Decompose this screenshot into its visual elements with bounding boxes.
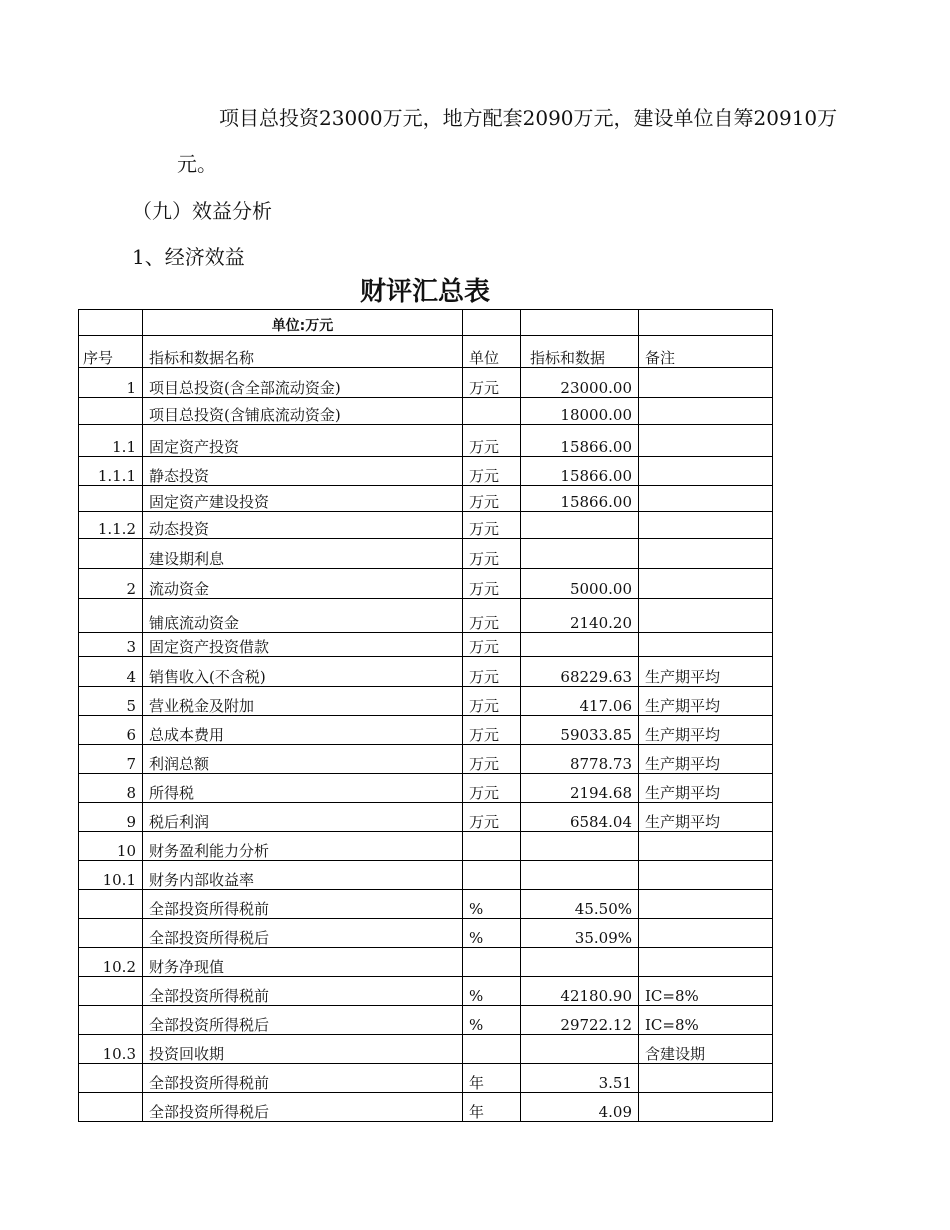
table-row: [79, 832, 773, 861]
table-row: [79, 774, 773, 803]
row-name: 流动资金: [143, 569, 463, 599]
table-row: [79, 1035, 773, 1064]
row-seq: 3: [79, 633, 143, 657]
row-value: 35.09%: [521, 919, 639, 948]
table-row: [79, 539, 773, 569]
row-value: 8778.73: [521, 745, 639, 774]
header-note: 备注: [639, 336, 773, 368]
row-unit: 年: [463, 1064, 521, 1093]
row-seq: [79, 1064, 143, 1093]
row-note: [639, 398, 773, 425]
row-seq: [79, 599, 143, 633]
row-note: [639, 599, 773, 633]
table-row: [79, 890, 773, 919]
row-value: 68229.63: [521, 657, 639, 687]
unit-row-empty-cell: [521, 310, 639, 336]
header-name: 指标和数据名称: [143, 336, 463, 368]
row-unit: 万元: [463, 486, 521, 512]
row-value: 15866.00: [521, 457, 639, 486]
row-name: 投资回收期: [143, 1035, 463, 1064]
row-note: [639, 948, 773, 977]
row-seq: 7: [79, 745, 143, 774]
row-unit: %: [463, 890, 521, 919]
row-unit: [463, 398, 521, 425]
unit-label: 单位:万元: [143, 310, 463, 336]
row-value: 4.09: [521, 1093, 639, 1122]
row-name: 项目总投资(含铺底流动资金): [143, 398, 463, 425]
row-note: 生产期平均: [639, 716, 773, 745]
intro-line-2: 元。: [177, 152, 217, 176]
table-row: [79, 716, 773, 745]
row-seq: 1.1.2: [79, 512, 143, 539]
row-name: 全部投资所得税后: [143, 1006, 463, 1035]
row-unit: 万元: [463, 368, 521, 398]
row-note: [639, 919, 773, 948]
row-unit: 万元: [463, 539, 521, 569]
row-value: 42180.90: [521, 977, 639, 1006]
row-unit: 万元: [463, 745, 521, 774]
unit-row: [79, 310, 773, 336]
row-seq: 1.1: [79, 425, 143, 457]
unit-row-empty-cell: [463, 310, 521, 336]
row-value: 5000.00: [521, 569, 639, 599]
row-unit: [463, 1035, 521, 1064]
table-title: 财评汇总表: [359, 277, 490, 307]
row-seq: 6: [79, 716, 143, 745]
row-note: 生产期平均: [639, 745, 773, 774]
row-value: [521, 1035, 639, 1064]
row-note: [639, 569, 773, 599]
row-seq: [79, 977, 143, 1006]
row-value: 18000.00: [521, 398, 639, 425]
table-row: [79, 861, 773, 890]
row-note: [639, 512, 773, 539]
table-row: [79, 512, 773, 539]
row-value: 15866.00: [521, 486, 639, 512]
row-note: [639, 861, 773, 890]
row-unit: 年: [463, 1093, 521, 1122]
row-seq: 8: [79, 774, 143, 803]
row-name: 固定资产投资: [143, 425, 463, 457]
row-note: [639, 832, 773, 861]
row-seq: 1: [79, 368, 143, 398]
table-row: [79, 398, 773, 425]
table-row: [79, 657, 773, 687]
row-value: [521, 539, 639, 569]
row-value: 2140.20: [521, 599, 639, 633]
row-name: 总成本费用: [143, 716, 463, 745]
row-seq: [79, 539, 143, 569]
row-name: 所得税: [143, 774, 463, 803]
row-value: [521, 861, 639, 890]
table-row: [79, 486, 773, 512]
row-seq: [79, 486, 143, 512]
row-seq: 10.3: [79, 1035, 143, 1064]
row-value: 45.50%: [521, 890, 639, 919]
row-name: 销售收入(不含税): [143, 657, 463, 687]
table-row: [79, 948, 773, 977]
row-value: 59033.85: [521, 716, 639, 745]
row-note: [639, 425, 773, 457]
row-seq: [79, 890, 143, 919]
row-unit: [463, 832, 521, 861]
row-note: [639, 1064, 773, 1093]
row-value: 15866.00: [521, 425, 639, 457]
row-name: 营业税金及附加: [143, 687, 463, 716]
row-unit: [463, 948, 521, 977]
row-note: IC=8%: [639, 977, 773, 1006]
header-row: [79, 336, 773, 368]
row-name: 固定资产建设投资: [143, 486, 463, 512]
section-heading: （九）效益分析: [132, 199, 272, 223]
row-unit: [463, 861, 521, 890]
row-name: 静态投资: [143, 457, 463, 486]
row-unit: %: [463, 977, 521, 1006]
row-note: [639, 539, 773, 569]
row-unit: 万元: [463, 687, 521, 716]
row-seq: [79, 1006, 143, 1035]
row-value: 3.51: [521, 1064, 639, 1093]
table-row: [79, 803, 773, 832]
row-seq: 2: [79, 569, 143, 599]
row-seq: 4: [79, 657, 143, 687]
row-value: 417.06: [521, 687, 639, 716]
row-note: 生产期平均: [639, 657, 773, 687]
table-row: [79, 425, 773, 457]
row-value: 23000.00: [521, 368, 639, 398]
row-value: [521, 633, 639, 657]
row-name: 建设期利息: [143, 539, 463, 569]
table-row: [79, 687, 773, 716]
table-row: [79, 457, 773, 486]
row-value: 6584.04: [521, 803, 639, 832]
row-value: 29722.12: [521, 1006, 639, 1035]
header-seq: 序号: [79, 336, 143, 368]
row-note: 生产期平均: [639, 774, 773, 803]
row-seq: 10.2: [79, 948, 143, 977]
intro-line-1: 项目总投资23000万元，地方配套2090万元，建设单位自筹20910万: [219, 106, 838, 130]
row-note: [639, 457, 773, 486]
row-seq: 1.1.1: [79, 457, 143, 486]
row-unit: %: [463, 919, 521, 948]
row-note: 生产期平均: [639, 803, 773, 832]
row-name: 全部投资所得税前: [143, 890, 463, 919]
row-value: [521, 948, 639, 977]
row-unit: 万元: [463, 457, 521, 486]
row-seq: 5: [79, 687, 143, 716]
row-note: [639, 368, 773, 398]
row-name: 全部投资所得税后: [143, 1093, 463, 1122]
row-unit: 万元: [463, 803, 521, 832]
financial-summary-table: [78, 309, 773, 1122]
table-row: [79, 1006, 773, 1035]
row-note: [639, 633, 773, 657]
row-name: 财务盈利能力分析: [143, 832, 463, 861]
unit-row-empty-cell: [79, 310, 143, 336]
row-unit: 万元: [463, 425, 521, 457]
row-name: 动态投资: [143, 512, 463, 539]
row-seq: 10: [79, 832, 143, 861]
row-name: 固定资产投资借款: [143, 633, 463, 657]
row-name: 财务内部收益率: [143, 861, 463, 890]
row-name: 铺底流动资金: [143, 599, 463, 633]
header-unit: 单位: [463, 336, 521, 368]
row-value: [521, 832, 639, 861]
table-row: [79, 977, 773, 1006]
row-note: [639, 890, 773, 919]
row-seq: [79, 398, 143, 425]
row-unit: 万元: [463, 774, 521, 803]
table-row: [79, 633, 773, 657]
row-name: 全部投资所得税前: [143, 977, 463, 1006]
row-unit: 万元: [463, 569, 521, 599]
row-note: [639, 1093, 773, 1122]
row-note: IC=8%: [639, 1006, 773, 1035]
table-row: [79, 368, 773, 398]
row-seq: [79, 919, 143, 948]
row-name: 全部投资所得税前: [143, 1064, 463, 1093]
table-row: [79, 1093, 773, 1122]
row-name: 财务净现值: [143, 948, 463, 977]
table-row: [79, 1064, 773, 1093]
row-note: 生产期平均: [639, 687, 773, 716]
row-name: 税后利润: [143, 803, 463, 832]
row-name: 利润总额: [143, 745, 463, 774]
row-name: 项目总投资(含全部流动资金): [143, 368, 463, 398]
row-value: 2194.68: [521, 774, 639, 803]
table-row: [79, 919, 773, 948]
row-unit: 万元: [463, 599, 521, 633]
row-seq: 10.1: [79, 861, 143, 890]
row-seq: [79, 1093, 143, 1122]
row-unit: 万元: [463, 657, 521, 687]
unit-row-empty-cell: [639, 310, 773, 336]
row-unit: 万元: [463, 512, 521, 539]
table-row: [79, 569, 773, 599]
row-name: 全部投资所得税后: [143, 919, 463, 948]
row-unit: %: [463, 1006, 521, 1035]
row-seq: 9: [79, 803, 143, 832]
subsection-heading: 1、经济效益: [132, 245, 245, 269]
header-value: 指标和数据: [521, 336, 639, 368]
table-row: [79, 745, 773, 774]
row-note: [639, 486, 773, 512]
row-unit: 万元: [463, 633, 521, 657]
table-row: [79, 599, 773, 633]
row-unit: 万元: [463, 716, 521, 745]
row-note: 含建设期: [639, 1035, 773, 1064]
row-value: [521, 512, 639, 539]
